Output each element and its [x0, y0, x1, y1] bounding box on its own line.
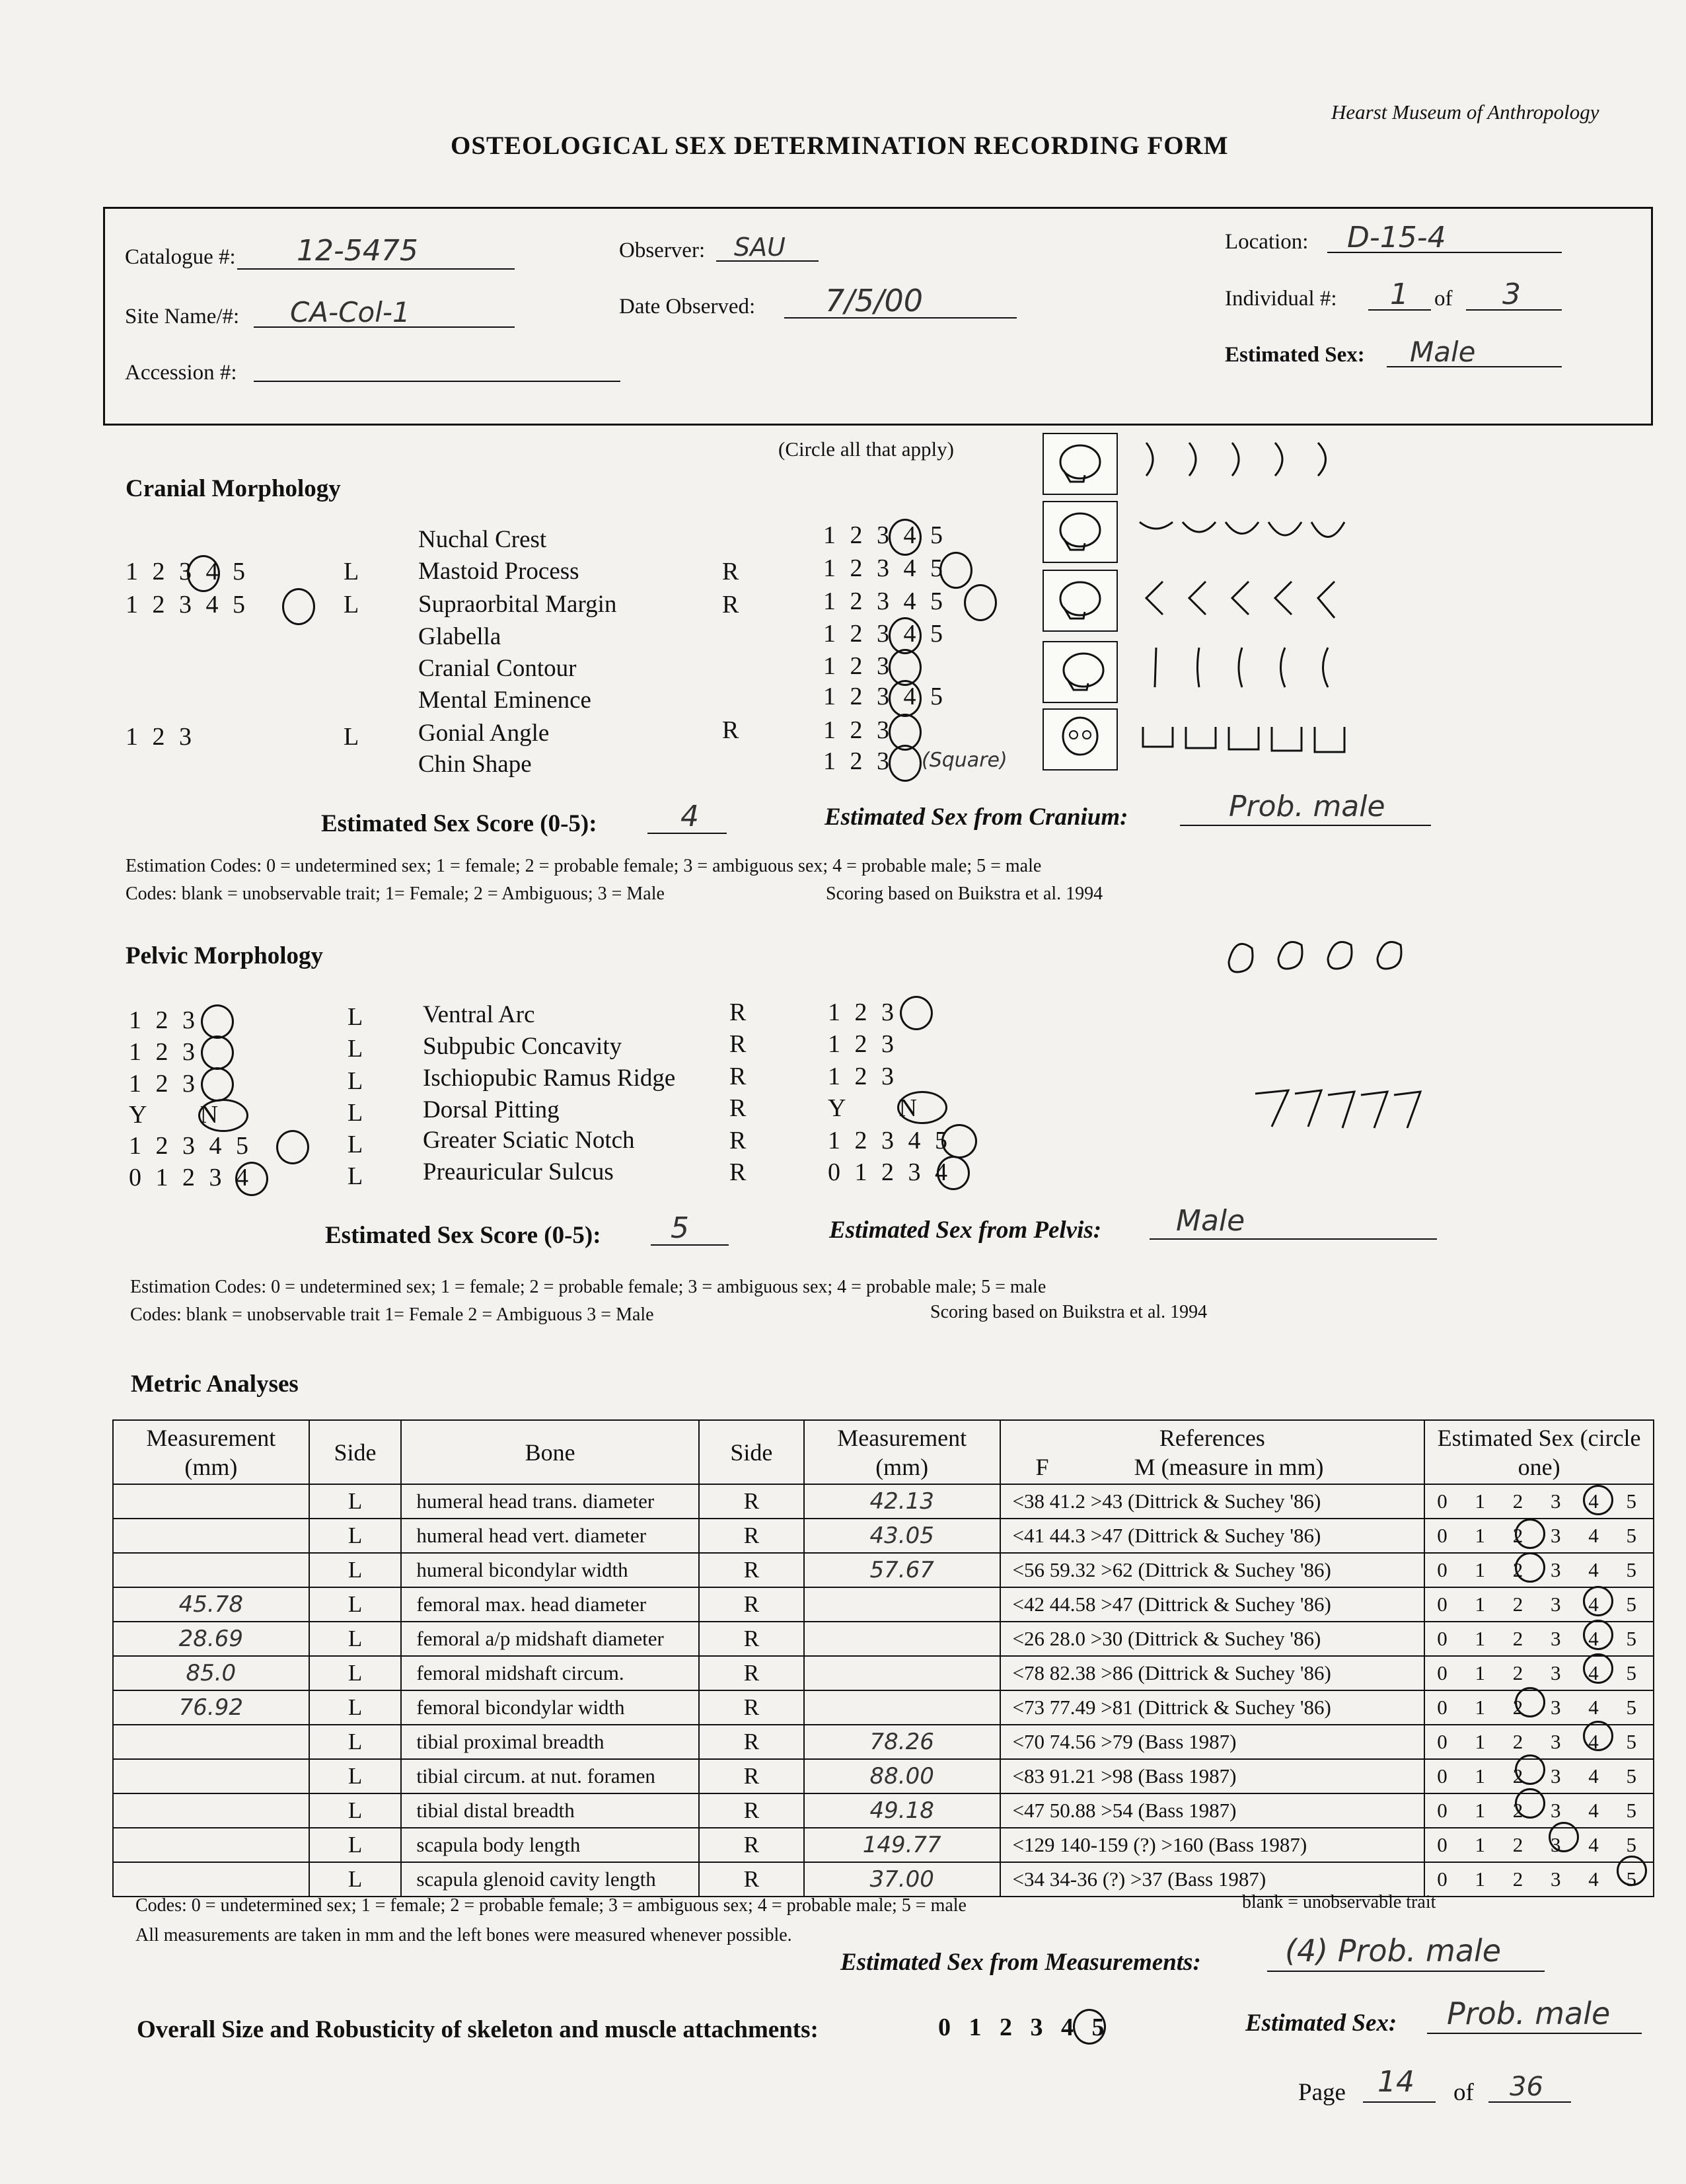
table-row	[113, 1519, 1654, 1553]
estimated-sex-value[interactable]: Male	[1410, 336, 1476, 368]
reference-cell: <56 59.32 >62 (Dittrick & Suchey '86)	[1000, 1553, 1425, 1587]
meas-right-cell[interactable]: 37.00	[804, 1862, 1000, 1897]
scores-cell[interactable]: 0 1 2 3 4 5	[1424, 1656, 1654, 1690]
reference-cell: <73 77.49 >81 (Dittrick & Suchey '86)	[1000, 1690, 1425, 1725]
trait-left-side: L	[348, 1099, 363, 1127]
meas-left-cell[interactable]	[113, 1828, 309, 1862]
side-right-cell: R	[699, 1519, 804, 1553]
trait-right-side: R	[729, 1063, 747, 1090]
meas-left-cell[interactable]	[113, 1793, 309, 1828]
trait-name: Chin Shape	[418, 751, 532, 778]
trait-left-scores[interactable]: Y N	[129, 1101, 218, 1129]
form-title: OSTEOLOGICAL SEX DETERMINATION RECORDING FORM	[451, 132, 1229, 160]
meas-right-cell[interactable]: 42.13	[804, 1484, 1000, 1519]
trait-name: Glabella	[418, 623, 501, 650]
meas-right-cell[interactable]: 43.05	[804, 1519, 1000, 1553]
table-row	[113, 1828, 1654, 1862]
trait-sketches-icon	[1136, 430, 1354, 773]
selection-circle	[889, 519, 922, 556]
pelvic-score-label: Estimated Sex Score (0-5):	[325, 1222, 601, 1249]
table-row	[113, 1793, 1654, 1828]
meas-left-cell[interactable]: 85.0	[113, 1656, 309, 1690]
side-right-cell: R	[699, 1862, 804, 1897]
page-of: of	[1453, 2079, 1474, 2106]
side-left-cell: L	[309, 1553, 402, 1587]
trait-name: Subpubic Concavity	[423, 1033, 622, 1060]
selection-circle	[187, 555, 220, 592]
page-label: Page	[1298, 2079, 1346, 2106]
trait-right-scores[interactable]: 1 2 3 4 5	[823, 587, 943, 615]
meas-right-cell[interactable]: 78.26	[804, 1725, 1000, 1759]
side-right-cell: R	[699, 1759, 804, 1793]
trait-left-scores[interactable]: 1 2 3 4 5	[129, 1132, 248, 1160]
trait-right-side: R	[729, 1158, 747, 1186]
reference-cell: <41 44.3 >47 (Dittrick & Suchey '86)	[1000, 1519, 1425, 1553]
bone-cell: femoral bicondylar width	[401, 1690, 699, 1725]
metric-sex-value[interactable]: (4) Prob. male	[1285, 1933, 1502, 1969]
ref-sub-f: F	[1035, 1453, 1049, 1480]
meas-left-cell[interactable]	[113, 1862, 309, 1897]
reference-cell: <34 34-36 (?) >37 (Bass 1987)	[1000, 1862, 1425, 1897]
selection-circle	[1515, 1754, 1545, 1785]
selection-circle	[1583, 1653, 1613, 1684]
selection-circle	[1583, 1586, 1613, 1616]
table-row	[113, 1622, 1654, 1656]
selection-circle	[937, 1156, 970, 1190]
bone-cell: tibial circum. at nut. foramen	[401, 1759, 699, 1793]
trait-right-scores[interactable]: 0 1 2 3 4	[828, 1158, 947, 1186]
bone-cell: tibial proximal breadth	[401, 1725, 699, 1759]
side-right-cell: R	[699, 1828, 804, 1862]
cranial-sex-value[interactable]: Prob. male	[1229, 790, 1385, 823]
trait-right-side: R	[729, 1094, 747, 1122]
selection-circle	[1583, 1721, 1613, 1751]
cranial-codes-2: Codes: blank = unobservable trait; 1= Female; 2 = Ambiguous; 3 = Male	[126, 884, 665, 904]
scores-cell[interactable]: 0 1 2 3 4 5	[1424, 1862, 1654, 1897]
trait-right-scores[interactable]: 1 2 3 4 5	[823, 521, 943, 549]
trait-name: Ischiopubic Ramus Ridge	[423, 1065, 676, 1092]
side-right-cell: R	[699, 1553, 804, 1587]
selection-circle	[889, 680, 922, 717]
metric-codes-1-right: blank = unobservable trait	[1242, 1892, 1436, 1912]
side-right-cell: R	[699, 1690, 804, 1725]
selection-circle	[282, 588, 315, 625]
individual-value[interactable]: 1	[1390, 278, 1409, 311]
scores-cell[interactable]: 0 1 2 3 4 5	[1424, 1553, 1654, 1587]
trait-right-scores[interactable]: 1 2 3	[828, 1063, 894, 1090]
ref-sub-m: M (measure in mm)	[1134, 1453, 1324, 1480]
pelvic-heading: Pelvic Morphology	[126, 942, 324, 969]
trait-right-scores[interactable]: Y N	[828, 1094, 917, 1122]
col-side-right: Side	[699, 1420, 804, 1484]
meas-left-cell[interactable]: 28.69	[113, 1622, 309, 1656]
cranial-score-label: Estimated Sex Score (0-5):	[321, 810, 597, 837]
reference-cell: <47 50.88 >54 (Bass 1987)	[1000, 1793, 1425, 1828]
cranial-score-value[interactable]: 4	[680, 800, 699, 833]
selection-circle	[941, 1124, 977, 1158]
trait-left-scores[interactable]: 1 2 3 4 5	[126, 591, 245, 619]
accession-label: Accession #:	[125, 361, 237, 385]
trait-right-side: R	[729, 1030, 747, 1058]
side-left-cell: L	[309, 1862, 402, 1897]
trait-right-side: R	[722, 558, 739, 585]
col-measurement-left: Measurement (mm)	[113, 1420, 309, 1484]
metric-codes-2: All measurements are taken in mm and the left bones were measured whenever possible.	[135, 1925, 792, 1945]
side-left-cell: L	[309, 1759, 402, 1793]
selection-circle	[198, 1099, 248, 1132]
trait-left-side: L	[348, 1162, 363, 1190]
selection-circle	[1515, 1552, 1545, 1583]
trait-name: Mental Eminence	[418, 687, 591, 714]
skull-icon	[1043, 501, 1118, 563]
trait-left-scores[interactable]: 1 2 3	[129, 1070, 195, 1098]
scores-cell[interactable]: 0 1 2 3 4 5	[1424, 1828, 1654, 1862]
meas-right-cell[interactable]: 57.67	[804, 1553, 1000, 1587]
scores-cell[interactable]: 0 1 2 3 4 5	[1424, 1587, 1654, 1622]
bone-cell: scapula body length	[401, 1828, 699, 1862]
selection-circle	[235, 1162, 268, 1196]
scores-cell[interactable]: 0 1 2 3 4 5	[1424, 1484, 1654, 1519]
trait-left-side: L	[348, 1067, 363, 1095]
pelvic-sex-label: Estimated Sex from Pelvis:	[829, 1217, 1102, 1244]
trait-right-side: R	[729, 998, 747, 1026]
pelvic-score-value[interactable]: 5	[671, 1211, 689, 1245]
pelvic-codes-1: Estimation Codes: 0 = undetermined sex; 1 = female; 2 = probable female; 3 = ambiguous sex; 4 = probable male; 5 = male	[130, 1277, 1046, 1297]
meas-left-cell[interactable]	[113, 1725, 309, 1759]
trait-left-scores[interactable]: 1 2 3	[129, 1006, 195, 1034]
trait-name: Supraorbital Margin	[418, 591, 617, 618]
col-bone: Bone	[401, 1420, 699, 1484]
trait-left-scores[interactable]: 0 1 2 3 4	[129, 1164, 248, 1191]
side-left-cell: L	[309, 1828, 402, 1862]
meas-right-cell[interactable]: 149.77	[804, 1828, 1000, 1862]
reference-cell: <38 41.2 >43 (Dittrick & Suchey '86)	[1000, 1484, 1425, 1519]
meas-right-cell[interactable]	[804, 1622, 1000, 1656]
meas-right-cell[interactable]	[804, 1656, 1000, 1690]
scores-cell[interactable]: 0 1 2 3 4 5	[1424, 1725, 1654, 1759]
col-references-title: References	[1159, 1424, 1265, 1451]
selection-circle	[964, 584, 997, 621]
col-references	[1000, 1420, 1425, 1484]
individual-label: Individual #:	[1225, 287, 1337, 311]
scores-cell[interactable]: 0 1 2 3 4 5	[1424, 1622, 1654, 1656]
trait-left-scores[interactable]: 1 2 3	[126, 723, 192, 751]
site-value[interactable]: CA-Col-1	[290, 296, 410, 328]
site-label: Site Name/#:	[125, 305, 240, 328]
trait-right-scores[interactable]: 1 2 3	[828, 1030, 894, 1058]
cranial-codes-ref: Scoring based on Buikstra et al. 1994	[826, 884, 1103, 904]
museum-name: Hearst Museum of Anthropology	[1331, 100, 1599, 124]
reference-cell: <78 82.38 >86 (Dittrick & Suchey '86)	[1000, 1656, 1425, 1690]
trait-right-scores[interactable]: 1 2 3 4 5	[823, 620, 943, 648]
individual-of: of	[1434, 287, 1453, 311]
trait-left-side: L	[344, 723, 359, 751]
trait-right-scores[interactable]: 1 2 3	[823, 716, 889, 744]
table-row	[113, 1656, 1654, 1690]
metric-heading: Metric Analyses	[131, 1371, 299, 1398]
table-row	[113, 1587, 1654, 1622]
meas-right-cell[interactable]	[804, 1587, 1000, 1622]
individual-total[interactable]: 3	[1502, 278, 1521, 311]
table-row	[113, 1690, 1654, 1725]
trait-name: Gonial Angle	[418, 720, 550, 747]
selection-circle	[201, 1004, 234, 1039]
selection-circle	[1515, 1687, 1545, 1717]
meas-left-cell[interactable]	[113, 1484, 309, 1519]
bone-cell: humeral head vert. diameter	[401, 1519, 699, 1553]
scores-cell[interactable]: 0 1 2 3 4 5	[1424, 1793, 1654, 1828]
side-right-cell: R	[699, 1793, 804, 1828]
trait-right-scores[interactable]: 1 2 3	[823, 747, 889, 775]
trait-right-scores[interactable]: 1 2 3	[823, 652, 889, 680]
trait-left-scores[interactable]: 1 2 3 4 5	[126, 558, 245, 585]
selection-circle	[1549, 1822, 1579, 1852]
trait-left-side: L	[344, 558, 359, 585]
selection-circle	[900, 996, 933, 1030]
table-row	[113, 1484, 1654, 1519]
col-side-left: Side	[309, 1420, 402, 1484]
selection-circle	[1073, 2009, 1106, 2045]
selection-circle	[1583, 1485, 1613, 1515]
location-label: Location:	[1225, 230, 1309, 254]
overall-sex-label: Estimated Sex:	[1245, 2010, 1397, 2037]
pelvic-codes-2: Codes: blank = unobservable trait 1= Female 2 = Ambiguous 3 = Male	[130, 1304, 654, 1325]
trait-left-side: L	[348, 1003, 363, 1031]
side-left-cell: L	[309, 1587, 402, 1622]
skull-icon	[1043, 433, 1118, 495]
side-left-cell: L	[309, 1793, 402, 1828]
trait-left-scores[interactable]: 1 2 3	[129, 1038, 195, 1066]
observer-value[interactable]: SAU	[734, 233, 786, 262]
cranial-heading: Cranial Morphology	[126, 475, 341, 502]
bone-cell: humeral bicondylar width	[401, 1553, 699, 1587]
selection-circle	[939, 552, 972, 589]
trait-right-side: R	[729, 1127, 747, 1154]
trait-right-scores[interactable]: 1 2 3	[828, 998, 894, 1026]
estimated-sex-label: Estimated Sex:	[1225, 343, 1365, 367]
selection-circle	[1515, 1788, 1545, 1819]
observer-label: Observer:	[619, 239, 706, 262]
metric-table	[112, 1419, 1654, 1897]
bone-cell: humeral head trans. diameter	[401, 1484, 699, 1519]
reference-cell: <129 140-159 (?) >160 (Bass 1987)	[1000, 1828, 1425, 1862]
pelvic-sex-value[interactable]: Male	[1176, 1204, 1245, 1238]
side-right-cell: R	[699, 1725, 804, 1759]
trait-right-side: R	[722, 716, 739, 744]
catalogue-label: Catalogue #:	[125, 245, 236, 269]
reference-cell: <70 74.56 >79 (Bass 1987)	[1000, 1725, 1425, 1759]
table-header-row	[113, 1420, 1654, 1484]
table-row	[113, 1759, 1654, 1793]
metric-codes-1: Codes: 0 = undetermined sex; 1 = female; 2 = probable female; 3 = ambiguous sex; 4 = probable male; 5 = male	[135, 1895, 967, 1916]
trait-right-scores[interactable]: 1 2 3 4 5	[828, 1127, 947, 1154]
meas-left-cell[interactable]: 76.92	[113, 1690, 309, 1725]
date-label: Date Observed:	[619, 295, 756, 319]
meas-right-cell[interactable]	[804, 1690, 1000, 1725]
trait-name: Dorsal Pitting	[423, 1096, 560, 1123]
page-value[interactable]: 14	[1377, 2065, 1414, 2099]
table-row	[113, 1725, 1654, 1759]
trait-name: Nuchal Crest	[418, 526, 547, 553]
side-left-cell: L	[309, 1725, 402, 1759]
side-left-cell: L	[309, 1484, 402, 1519]
side-left-cell: L	[309, 1622, 402, 1656]
trait-right-scores[interactable]: 1 2 3 4 5	[823, 683, 943, 710]
col-estimated-sex: Estimated Sex (circle one)	[1424, 1420, 1654, 1484]
scores-cell[interactable]: 0 1 2 3 4 5	[1424, 1690, 1654, 1725]
meas-right-cell[interactable]: 88.00	[804, 1759, 1000, 1793]
meas-left-cell[interactable]	[113, 1553, 309, 1587]
selection-circle	[1617, 1856, 1647, 1886]
bone-cell: femoral a/p midshaft diameter	[401, 1622, 699, 1656]
overall-sex-value[interactable]: Prob. male	[1447, 1996, 1611, 2031]
pelvic-codes-ref: Scoring based on Buikstra et al. 1994	[930, 1302, 1208, 1322]
scores-cell[interactable]: 0 1 2 3 4 5	[1424, 1519, 1654, 1553]
skull-icon	[1043, 708, 1118, 771]
skull-icon	[1043, 570, 1118, 632]
meas-right-cell[interactable]: 49.18	[804, 1793, 1000, 1828]
trait-name: Preauricular Sulcus	[423, 1158, 614, 1186]
overall-label: Overall Size and Robusticity of skeleton and muscle attachments:	[137, 2016, 819, 2043]
trait-name: Cranial Contour	[418, 655, 577, 682]
info-box	[103, 207, 1653, 426]
trait-name: Greater Sciatic Notch	[423, 1127, 635, 1154]
trait-name: Mastoid Process	[418, 558, 579, 585]
cranial-codes-1: Estimation Codes: 0 = undetermined sex; 1 = female; 2 = probable female; 3 = ambiguous sex; 4 = probable male; 5 = male	[126, 856, 1042, 876]
side-right-cell: R	[699, 1656, 804, 1690]
bone-cell: femoral midshaft circum.	[401, 1656, 699, 1690]
selection-circle	[889, 745, 922, 782]
meas-left-cell[interactable]	[113, 1519, 309, 1553]
side-left-cell: L	[309, 1690, 402, 1725]
selection-circle	[897, 1091, 947, 1124]
scores-cell[interactable]: 0 1 2 3 4 5	[1424, 1759, 1654, 1793]
side-right-cell: R	[699, 1484, 804, 1519]
trait-right-side: R	[722, 591, 739, 619]
location-value[interactable]: D-15-4	[1347, 221, 1446, 254]
side-right-cell: R	[699, 1587, 804, 1622]
bone-cell: tibial distal breadth	[401, 1793, 699, 1828]
side-left-cell: L	[309, 1519, 402, 1553]
date-value[interactable]: 7/5/00	[825, 283, 924, 319]
skull-icon	[1043, 641, 1118, 703]
trait-left-side: L	[348, 1035, 363, 1063]
metric-sex-label: Estimated Sex from Measurements:	[840, 1949, 1201, 1976]
side-left-cell: L	[309, 1656, 402, 1690]
overall-scores[interactable]: 0 1 2 3 4 5	[938, 2014, 1105, 2041]
side-right-cell: R	[699, 1622, 804, 1656]
col-measurement-right: Measurement (mm)	[804, 1420, 1000, 1484]
reference-cell: <83 91.21 >98 (Bass 1987)	[1000, 1759, 1425, 1793]
meas-left-cell[interactable]: 45.78	[113, 1587, 309, 1622]
selection-circle	[201, 1036, 234, 1070]
cranial-sex-label: Estimated Sex from Cranium:	[825, 804, 1128, 831]
trait-right-scores[interactable]: 1 2 3 4 5	[823, 554, 943, 582]
meas-left-cell[interactable]	[113, 1759, 309, 1793]
selection-circle	[201, 1067, 234, 1102]
trait-left-side: L	[344, 591, 359, 619]
pelvic-sketches-icon	[1216, 922, 1453, 1147]
table-row	[113, 1553, 1654, 1587]
trait-left-side: L	[348, 1131, 363, 1158]
selection-circle	[1583, 1620, 1613, 1650]
chin-note: (Square)	[922, 749, 1008, 772]
reference-cell: <42 44.58 >47 (Dittrick & Suchey '86)	[1000, 1587, 1425, 1622]
selection-circle	[276, 1130, 309, 1164]
selection-circle	[1515, 1519, 1545, 1549]
circle-note: (Circle all that apply)	[778, 437, 954, 461]
reference-cell: <26 28.0 >30 (Dittrick & Suchey '86)	[1000, 1622, 1425, 1656]
bone-cell: femoral max. head diameter	[401, 1587, 699, 1622]
bone-cell: scapula glenoid cavity length	[401, 1862, 699, 1897]
catalogue-value[interactable]: 12-5475	[297, 234, 418, 268]
trait-name: Ventral Arc	[423, 1001, 535, 1028]
page-total[interactable]: 36	[1510, 2072, 1543, 2102]
